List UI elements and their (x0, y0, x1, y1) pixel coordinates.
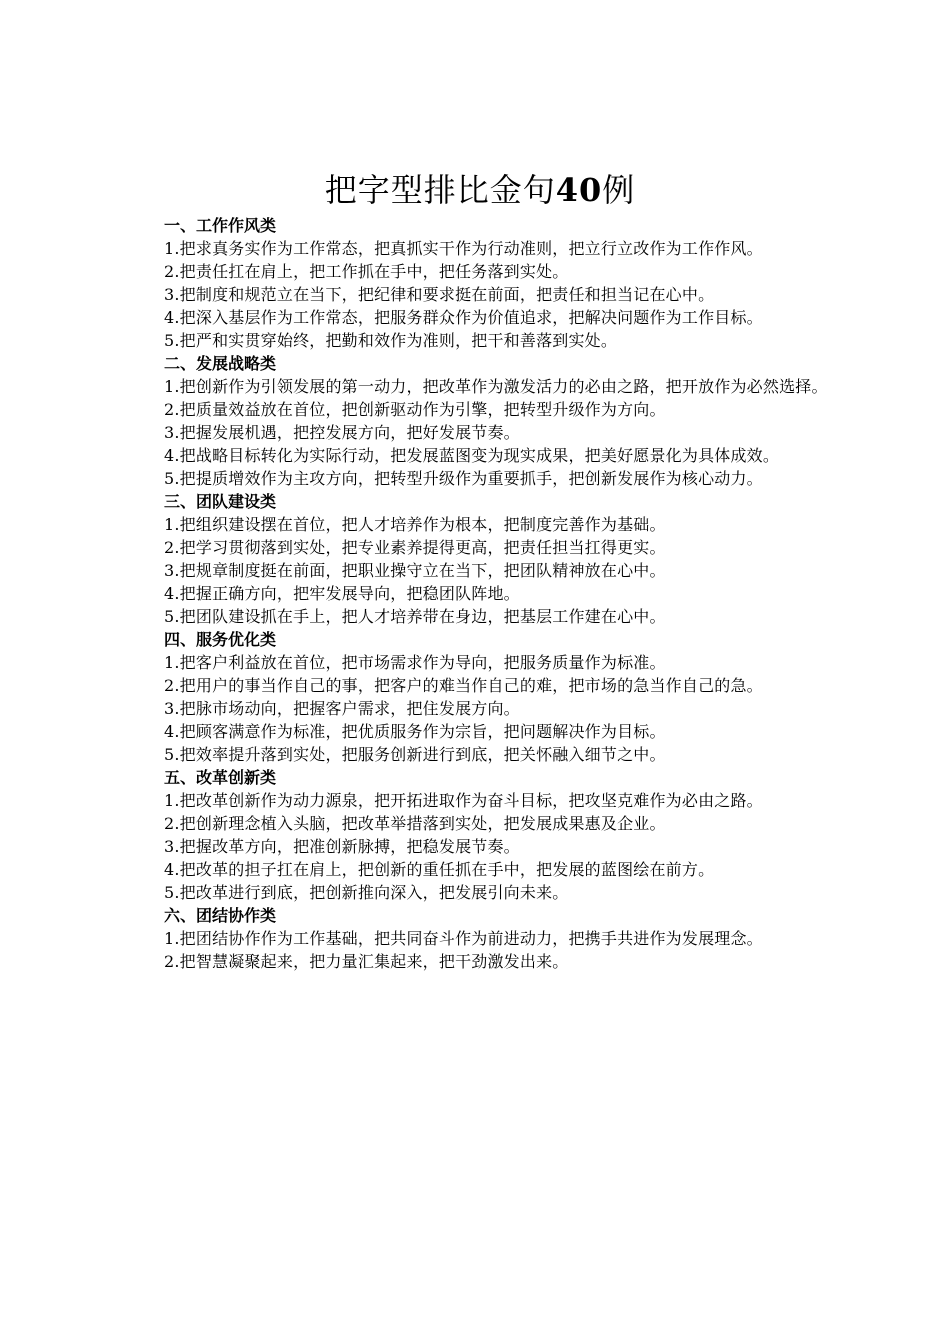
list-item: 1.把客户利益放在首位，把市场需求作为导向，把服务质量作为标准。 (164, 653, 666, 672)
list-item: 3.把脉市场动向，把握客户需求，把住发展方向。 (164, 699, 520, 718)
list-item: 2.把创新理念植入头脑，把改革举措落到实处，把发展成果惠及企业。 (164, 814, 666, 833)
section-4 (124, 628, 836, 766)
list-item: 1.把创新作为引领发展的第一动力，把改革作为激发活力的必由之路，把开放作为必然选择。 (164, 377, 828, 396)
section-heading: 三、团队建设类 (164, 492, 277, 511)
list-item: 3.把制度和规范立在当下，把纪律和要求挺在前面，把责任和担当记在心中。 (164, 285, 715, 304)
section-1 (124, 214, 836, 352)
list-item: 4.把握正确方向，把牢发展导向，把稳团队阵地。 (164, 584, 520, 603)
list-item: 3.把握发展机遇，把控发展方向，把好发展节奏。 (164, 423, 520, 442)
list-item: 2.把智慧凝聚起来，把力量汇集起来，把干劲激发出来。 (164, 952, 569, 971)
list-item: 5.把严和实贯穿始终，把勤和效作为准则，把干和善落到实处。 (164, 331, 618, 350)
list-item: 5.把改革进行到底，把创新推向深入，把发展引向未来。 (164, 883, 569, 902)
list-item: 1.把求真务实作为工作常态，把真抓实干作为行动准则，把立行立改作为工作作风。 (164, 239, 763, 258)
document-title (124, 166, 836, 214)
section-5 (124, 766, 836, 904)
list-item: 2.把用户的事当作自己的事，把客户的难当作自己的难，把市场的急当作自己的急。 (164, 676, 763, 695)
list-item: 4.把顾客满意作为标准，把优质服务作为宗旨，把问题解决作为目标。 (164, 722, 666, 741)
section-heading: 二、发展战略类 (164, 354, 277, 373)
list-item: 2.把质量效益放在首位，把创新驱动作为引擎，把转型升级作为方向。 (164, 400, 666, 419)
title-prefix: 把字型排比金句 (324, 171, 556, 209)
section-3 (124, 490, 836, 628)
title-number: 40 (555, 171, 603, 209)
title-suffix: 例 (602, 171, 636, 209)
list-item: 4.把深入基层作为工作常态，把服务群众作为价值追求，把解决问题作为工作目标。 (164, 308, 763, 327)
section-2 (124, 352, 836, 490)
list-item: 4.把改革的担子扛在肩上，把创新的重任抓在手中，把发展的蓝图绘在前方。 (164, 860, 715, 879)
document-page (124, 166, 836, 973)
list-item: 3.把握改革方向，把准创新脉搏，把稳发展节奏。 (164, 837, 520, 856)
list-item: 3.把规章制度挺在前面，把职业操守立在当下，把团队精神放在心中。 (164, 561, 666, 580)
list-item: 1.把组织建设摆在首位，把人才培养作为根本，把制度完善作为基础。 (164, 515, 666, 534)
list-item: 5.把提质增效作为主攻方向，把转型升级作为重要抓手，把创新发展作为核心动力。 (164, 469, 763, 488)
section-6 (124, 904, 836, 973)
section-heading: 一、工作作风类 (164, 216, 277, 235)
list-item: 1.把团结协作作为工作基础，把共同奋斗作为前进动力，把携手共进作为发展理念。 (164, 929, 763, 948)
list-item: 5.把效率提升落到实处，把服务创新进行到底，把关怀融入细节之中。 (164, 745, 666, 764)
list-item: 2.把学习贯彻落到实处，把专业素养提得更高，把责任担当扛得更实。 (164, 538, 666, 557)
section-heading: 六、团结协作类 (164, 906, 277, 925)
list-item: 5.把团队建设抓在手上，把人才培养带在身边，把基层工作建在心中。 (164, 607, 666, 626)
section-heading: 四、服务优化类 (164, 630, 277, 649)
list-item: 4.把战略目标转化为实际行动，把发展蓝图变为现实成果，把美好愿景化为具体成效。 (164, 446, 780, 465)
list-item: 2.把责任扛在肩上，把工作抓在手中，把任务落到实处。 (164, 262, 569, 281)
section-heading: 五、改革创新类 (164, 768, 277, 787)
document-body (124, 214, 836, 973)
list-item: 1.把改革创新作为动力源泉，把开拓进取作为奋斗目标，把攻坚克难作为必由之路。 (164, 791, 763, 810)
